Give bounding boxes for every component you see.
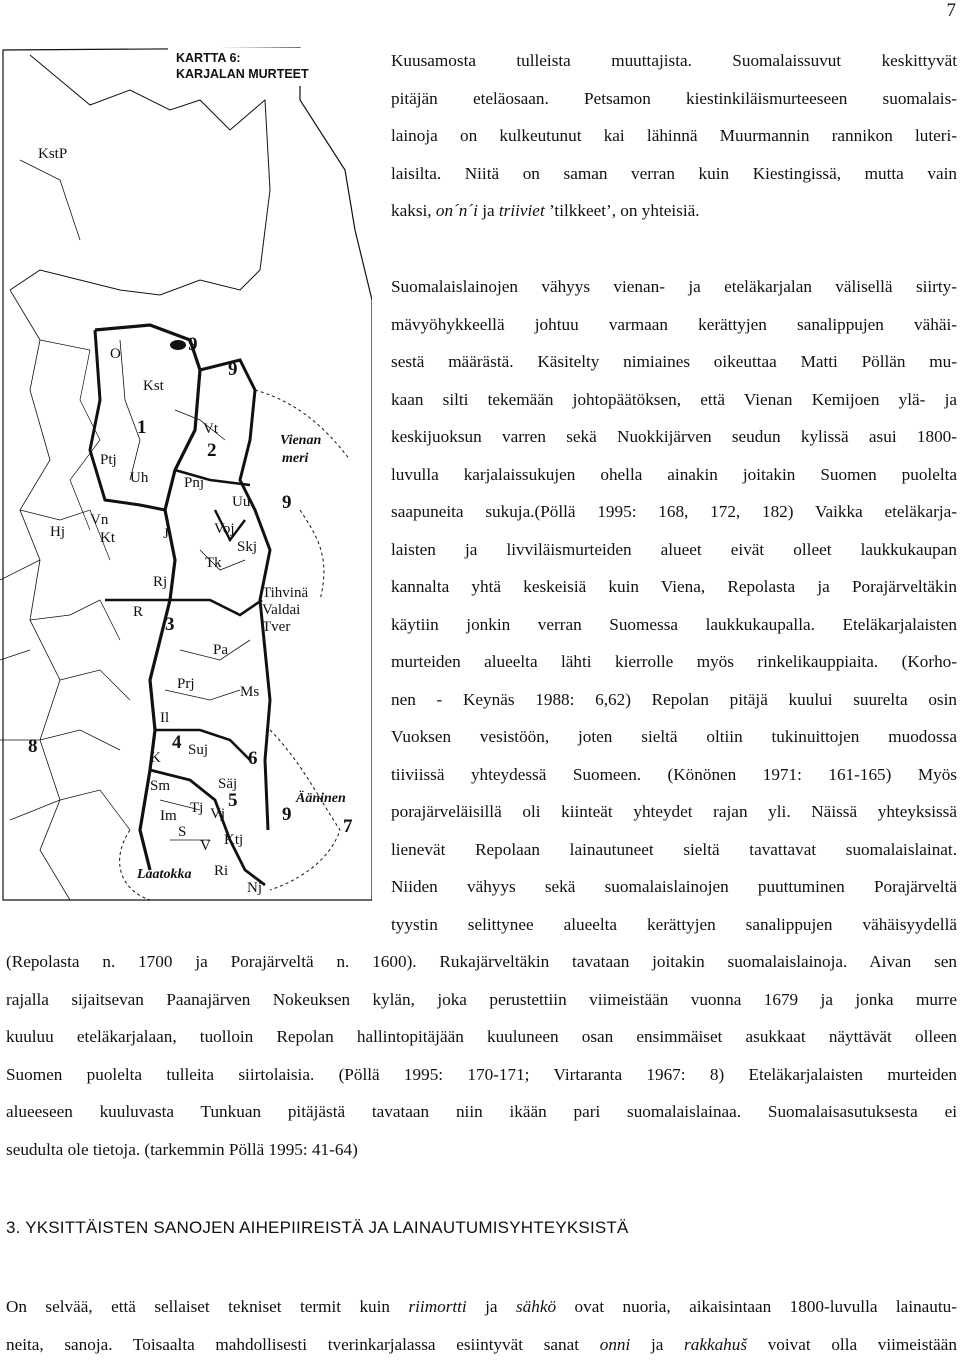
label-kstp: KstP — [38, 146, 67, 162]
label-hj: Hj — [50, 524, 65, 540]
label-kst: Kst — [143, 378, 165, 394]
text-line — [6, 1288, 957, 1326]
label-saj: Säj — [218, 776, 237, 792]
text-line: tyystin selittynee alueelta kerättyjen sanalippujen vähäisyydellä — [391, 906, 957, 944]
label-valdai: Valdai — [262, 602, 300, 618]
text-line: rajalla sijaitsevan Paanajärven Nokeuksen kylän, joka perustettiin viimeistään vuonna 1679 ja jonka murre — [6, 981, 957, 1019]
text-fragment: ja — [467, 1297, 516, 1316]
text-line: Niiden vähyys sekä suomalaislainojen puuttuminen Porajärveltä — [391, 868, 957, 906]
map-title-1: KARTTA 6: — [176, 51, 241, 65]
text-line: lainoja on kulkeutunut kai lähinnä Muurmannin rannikon luteri- — [391, 117, 957, 155]
text-line: kaan silti tekemään johtopäätöksen, että Vienan Kemijoen ylä- ja — [391, 381, 957, 419]
text-line: luvulla karjalaissukujen ohella ainakin joitakin Suomen puolelta — [391, 456, 957, 494]
text-line: kannalta yhtä keskeisiä kuin Viena, Repolasta ja Porajärveltäkin — [391, 568, 957, 606]
label-pnj: Pnj — [184, 475, 204, 491]
label-9c: 9 — [282, 492, 292, 513]
label-il: Il — [160, 710, 169, 726]
text-fragment: On selvää, että sellaiset tekniset termit kuin — [6, 1297, 408, 1316]
text-line: keskijuoksun varren sekä Nuokkijärven seudun kylissä asui 1800- — [391, 418, 957, 456]
paragraph-suomalaislainat — [391, 268, 957, 943]
label-skj: Skj — [237, 539, 257, 555]
label-4: 4 — [172, 732, 182, 753]
label-uu: Uu — [232, 494, 251, 510]
text-line: käytiin jonkin verran Suomessa laukkukaupalla. Eteläkarjalaisten — [391, 606, 957, 644]
paragraph-continued — [6, 943, 957, 1168]
section-heading: 3. YKSITTÄISTEN SANOJEN AIHEPIIREISTÄ JA LAINAUTUMISYHTEYKSISTÄ — [6, 1218, 629, 1238]
text-line: nen - Keynäs 1988: 6,62) Repolan pitäjä kuului suurelta osin — [391, 681, 957, 719]
text-line: laisilta. Niitä on saman verran kuin Kiestingissä, mutta vain — [391, 155, 957, 193]
text-line: lienevät Repolaan lainautuneet sieltä tavattavat suomalaislainat. — [391, 831, 957, 869]
label-3: 3 — [165, 614, 175, 635]
text-line: alueeseen kuuluvasta Tunkuan pitäjästä tavataan niin ikään pari suomalaislainaa. Suomalaisasutuksesta ei — [6, 1093, 957, 1131]
text-line: murteiden alueelta lähti kierrolle myös rinkelikauppiaita. (Korho- — [391, 643, 957, 681]
label-aaninen: Ääninen — [295, 790, 346, 806]
term-sahko: sähkö — [516, 1297, 556, 1316]
term-onni: onni — [600, 1335, 631, 1354]
label-tihvina: Tihvinä — [262, 585, 308, 601]
label-7: 7 — [343, 816, 353, 837]
label-8: 8 — [28, 736, 38, 757]
text-line — [6, 1326, 957, 1363]
text-line-last: seudulta ole tietoja. (tarkemmin Pöllä 1995: 41-64) — [6, 1131, 957, 1169]
text-line: Suomalaislainojen vähyys vienan- ja eteläkarjalan välisellä siirty- — [391, 268, 957, 306]
text-fragment: ja — [478, 201, 499, 220]
label-sm: Sm — [150, 778, 170, 794]
label-prj: Prj — [177, 676, 195, 692]
text-fragment: ovat nuoria, aikaisintaan 1800-luvulla lainautu- — [556, 1297, 957, 1316]
label-j: J — [163, 526, 169, 542]
label-vj: Vj — [210, 806, 225, 822]
text-line: porajärveläisillä oli kiinteät yhteydet rajan yli. Näissä yhteyksissä — [391, 793, 957, 831]
label-ptj: Ptj — [100, 452, 117, 468]
label-suj: Suj — [188, 742, 208, 758]
text-line: laisten ja livviläismurteiden alueet eivät olleet laukkukaupan — [391, 531, 957, 569]
text-fragment: ja — [630, 1335, 684, 1354]
text-line: saapuneita sukuja.(Pöllä 1995: 168, 172, 182) Vaikka eteläkarja- — [391, 493, 957, 531]
label-vienan: Vienan — [280, 433, 321, 448]
label-vt: Vt — [203, 421, 219, 437]
label-voj: Voj — [214, 521, 235, 537]
label-rj: Rj — [153, 574, 167, 590]
label-k: K — [150, 750, 161, 766]
term-rakkahus: rakkahuš — [684, 1335, 747, 1354]
text-line: mävyöhykkeellä johtuu varmaan kerättyjen sanalippujen vähäi- — [391, 306, 957, 344]
label-im: Im — [160, 808, 177, 824]
map-title-2: KARJALAN MURTEET — [176, 67, 309, 81]
label-5: 5 — [228, 790, 238, 811]
label-tj: Tj — [190, 800, 203, 816]
label-ms: Ms — [240, 684, 259, 700]
label-v: V — [200, 838, 211, 854]
text-fragment: neita, sanoja. Toisaalta mahdollisesti tverinkarjalassa esiintyvät sanat — [6, 1335, 600, 1354]
label-kt: Kt — [100, 530, 116, 546]
paragraph-kuusamo — [391, 42, 957, 230]
term-onni: on´n´i — [436, 201, 478, 220]
label-pa: Pa — [213, 642, 228, 658]
text-line: kuuluu eteläkarjalaan, tuolloin Repolan hallintopitäjään kuuluneen osan ensimmäiset asukkaat näyttävät olleen — [6, 1018, 957, 1056]
text-line: (Repolasta n. 1700 ja Porajärveltä n. 1600). Rukajärveltäkin tavataan joitakin suomalaislainoja. Aivan sen — [6, 943, 957, 981]
dialect-map — [0, 40, 372, 902]
label-9b: 9 — [228, 359, 238, 380]
label-ri: Ri — [214, 863, 228, 879]
label-9d: 9 — [282, 804, 292, 825]
text-line: Vuoksen vesistöön, joten sieltä oltiin tukinuittojen muodossa — [391, 718, 957, 756]
text-line: pitäjän eteläosaan. Petsamon kiestinkiläismurteeseen suomalais- — [391, 80, 957, 118]
term-riimortti: riimortti — [408, 1297, 466, 1316]
label-nj: Nj — [247, 880, 262, 896]
label-r: R — [133, 604, 143, 620]
text-line: Suomen puolelta tulleita siirtolaisia. (Pöllä 1995: 170-171; Virtaranta 1967: 8) Eteläkarjalaisten murteiden — [6, 1056, 957, 1094]
text-line-last — [391, 192, 957, 230]
label-vn: Vn — [90, 512, 109, 528]
text-fragment: kaksi, — [391, 201, 436, 220]
term-triiviet: triiviet — [499, 201, 545, 220]
label-s: S — [178, 824, 186, 840]
label-9a: 9 — [188, 334, 198, 355]
text-fragment: voivat olla viimeistään — [747, 1335, 957, 1354]
map-graphic — [0, 40, 372, 902]
label-1: 1 — [137, 417, 147, 438]
label-laatokka: Laatokka — [136, 867, 191, 882]
text-fragment: ’tilkkeet’, on yhteisiä. — [545, 201, 700, 220]
text-line: Kuusamosta tulleista muuttajista. Suomalaissuvut keskittyvät — [391, 42, 957, 80]
label-ktj: Ktj — [224, 832, 243, 848]
label-tver: Tver — [262, 619, 290, 635]
page-number: 7 — [947, 0, 957, 22]
label-2: 2 — [207, 440, 217, 461]
label-6: 6 — [248, 748, 258, 769]
paragraph-section3 — [6, 1288, 957, 1363]
text-line: sestä määrästä. Käsitelty nimiaines oikeuttaa Matti Pöllän mu- — [391, 343, 957, 381]
label-uh: Uh — [130, 470, 149, 486]
label-meri: meri — [282, 451, 309, 466]
label-tk: Tk — [205, 555, 222, 571]
label-o: O — [110, 346, 121, 362]
text-line: tiiviissä yhteydessä Suomeen. (Könönen 1971: 161-165) Myös — [391, 756, 957, 794]
